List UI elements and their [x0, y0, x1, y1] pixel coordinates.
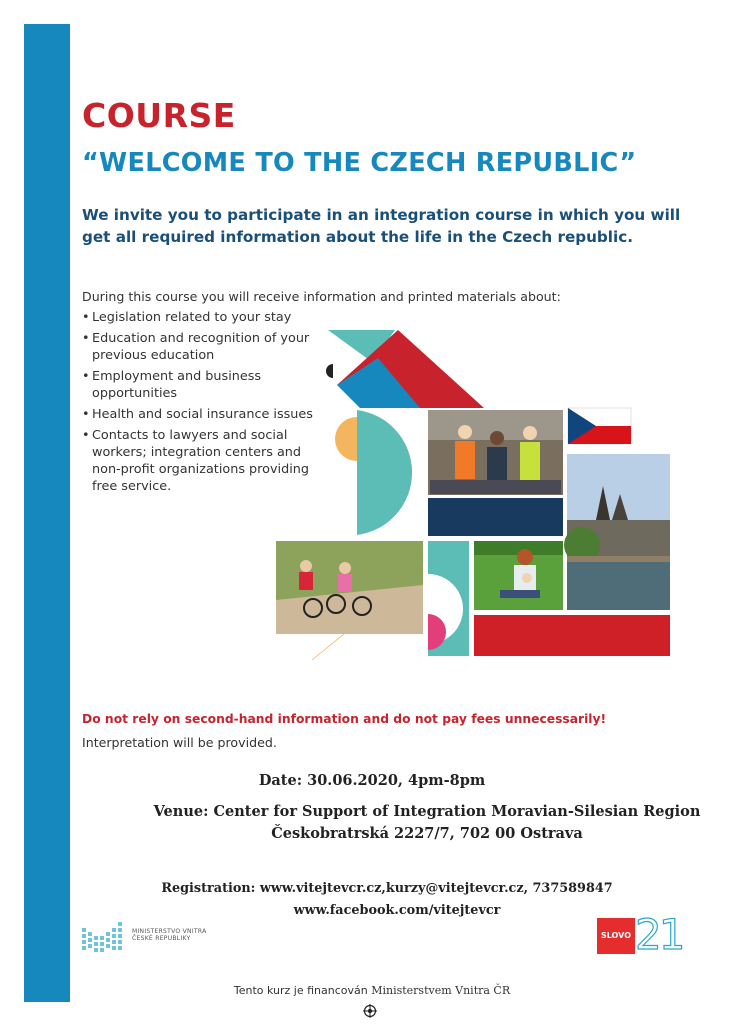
funding-note-a: Tento kurz je financován [233, 984, 372, 997]
crosshair-icon [363, 1004, 377, 1018]
teal-triangle-shape [328, 330, 395, 362]
interpretation-note: Interpretation will be provided. [82, 735, 277, 750]
red-block-shape [474, 615, 670, 656]
facebook-link[interactable]: www.facebook.com/vitejtevcr [293, 903, 501, 918]
cyclists-photo [276, 541, 423, 634]
topics-list [82, 309, 322, 499]
registration-line: Registration: www.vitejtevcr.cz,kurzy@vitejtevcr.cz, 737589847 [161, 881, 613, 896]
czech-flag-image [568, 408, 631, 444]
course-name: “WELCOME TO THE CZECH REPUBLIC” [82, 148, 637, 178]
event-date: Date: 30.06.2020, 4pm-8pm [258, 772, 486, 789]
teal-block-shape [428, 541, 469, 656]
pink-halfcircle-shape [428, 614, 446, 650]
invitation-text: We invite you to participate in an integration course in which you will get all required information about the life in the Czech republic. [82, 206, 681, 246]
venue-line-1: Venue: Center for Support of Integration Moravian-Silesian Region [153, 803, 701, 820]
navy-block-shape [428, 498, 563, 536]
page-title: COURSE [82, 96, 236, 135]
list-item: • Employment and business opportunities [82, 368, 322, 402]
list-item: • Contacts to lawyers and social workers; integration centers and non-profit organizations providing free service. [82, 427, 322, 495]
white-halfcircle-shape [428, 574, 463, 644]
warning-text: Do not rely on second-hand information and do not pay fees unnecessarily! [82, 712, 607, 726]
blue-wedge-shape [337, 358, 420, 408]
list-item: • Health and social insurance issues [82, 406, 322, 423]
ministry-name [132, 928, 207, 942]
amber-halfcircle-shape [335, 417, 357, 461]
workers-photo [428, 410, 563, 495]
accent-line-shape [312, 634, 344, 660]
topics-intro: During this course you will receive information and printed materials about: [82, 289, 561, 304]
family-photo [474, 541, 563, 610]
dark-halfcircle-shape [326, 364, 333, 378]
ministry-name-line: ČESKÉ REPUBLIKY [132, 935, 191, 942]
side-accent-bar [24, 24, 70, 1002]
funding-note [0, 984, 744, 997]
teal-halfcircle-shape [357, 410, 412, 535]
list-item: • Education and recognition of your previous education [82, 330, 322, 364]
slovo21-number: 21 [635, 910, 683, 959]
prague-photo [564, 454, 670, 610]
slovo21-logo: SLOVO [597, 918, 635, 954]
funding-note-b: Ministerstvem Vnitra ČR [371, 984, 511, 997]
venue-line-2: Českobratrská 2227/7, 702 00 Ostrava [271, 825, 583, 842]
ministry-name-line: MINISTERSTVO VNITRA [132, 928, 207, 935]
red-triangle-shape [337, 330, 484, 408]
list-item: • Legislation related to your stay [82, 309, 322, 326]
